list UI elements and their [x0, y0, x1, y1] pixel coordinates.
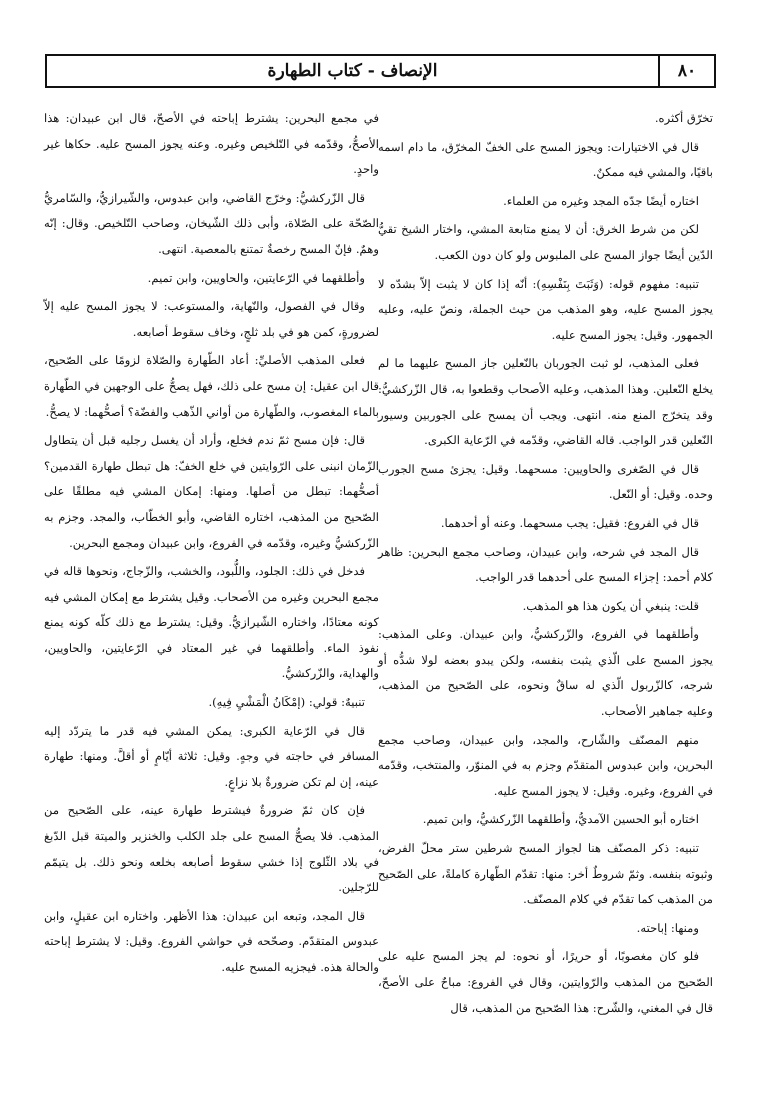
paragraph: قال في الفروع: فقيل: يجب مسحهما. وعنه أو أحدهما.	[440, 515, 699, 530]
paragraph: في مجمع البحرين: يشترط إباحته في الأصحّ، قال ابن عبيدان: هذا الأصحُّ، وقدّمه في التّلخيص وغيره. وعنه يجوز المسح عليه. حكاها غير واحدٍ.	[44, 111, 379, 177]
paragraph: لكن من شرط الخرق: أن لا يمنع متابعة المشي، واختار الشيخ تقيُّ الدّين أيضًا جواز المسح على الملبوس ولو كان دون الكعب.	[378, 222, 713, 262]
paragraph: تنبيهٌ: قولي: (إمْكَانُ الْمَشْيِ فِيهِ).	[208, 695, 365, 710]
paragraph: اختاره أبو الحسين الآمديُّ، وأطلقهما الزّركشيُّ، وابن تميم.	[422, 812, 699, 827]
paragraph: تخرّق أكثره.	[654, 111, 713, 125]
paragraph: قال: فإن مسح ثمّ ندم فخلع، وأراد أن يغسل رجليه قبل أن يتطاول الزّمان انبنى على الرّوايتين في خلع الخفّ: هل تبطل طهارة القدمين؟ أصحُّهما: تبطل من أصلها. ومنها: إمكان المشي فيه مطلقًا على الصّحيح من المذهب، اختاره القاضي، وأبو الخطّاب، والمجد. وجزم به الزّركشيُّ وغيره، وقدّمه في الفروع، وابن عبيدان ومجمع البحرين.	[44, 433, 379, 550]
page-header	[45, 54, 716, 88]
right-column	[378, 106, 713, 1024]
paragraph: قلت: ينبغي أن يكون هذا هو المذهب.	[522, 598, 699, 613]
paragraph: تنبيه: مفهوم قوله: (وَثَبَتَ بِنَفْسِهِ): أنّه إذا كان لا يثبت إلاّ بشدّه لا يجوز المسح عليه، وهو المذهب من حيث الجملة، ونصّ عليه، وعليه الجمهور. وقيل: يجوز المسح عليه.	[378, 276, 713, 342]
paragraph: ومنها: إباحته.	[636, 920, 699, 935]
paragraph: قال الزّركشيُّ: وخرّج القاضي، وابن عبدوس، والشّيرازيُّ، والسّامريُّ الصّحّة على الصّلاة، وأبى ذلك الشّيخان، وصاحب التّلخيص. وقال: إنّه وهمٌ. فإنّ المسح رخصةٌ تمتنع بالمعصية. انتهى.	[44, 190, 379, 256]
page-number: ٨٠	[658, 56, 714, 86]
paragraph: منهم المصنّف والشّارح، والمجد، وابن عبيدان، وصاحب مجمع البحرين، وابن عبدوس المتقدّم وجزم به في المنوّر، والمنتخب، وقدّمه في الفروع، وغيره. وقيل: لا يجوز المسح عليه.	[378, 732, 713, 798]
paragraph: فعلى المذهب الأصليِّ: أعاد الطّهارة والصّلاة لزومًا على الصّحيح، قال ابن عقيل: إن مسح على ذلك، فهل يصحُّ على الوجهين في الطّهارة بالماء المغصوب، والطّهارة من أواني الذّهب والفضّة؟ أصحُّهما: لا يصحُّ.	[44, 353, 379, 419]
paragraph: فدخل في ذلك: الجلود، واللُّبود، والخشب، والزّجاج، ونحوها قاله في مجمع البحرين وغيره من الأصحاب. وقيل يشترط مع إمكان المشي فيه كونه معتادًا، واختاره الشّيرازيُّ. وقيل: يشترط مع ذلك كلّه كونه يمنع نفوذ الماء. وأطلقهما في غير المعتاد في الرّعايتين، والحاويين، والهداية، والزّركشيُّ.	[44, 564, 379, 681]
paragraph: قال في الاختيارات: ويجوز المسح على الخفّ المخرّق، ما دام اسمه باقيًا، والمشي فيه ممكنٌ.	[378, 139, 713, 180]
paragraph: وقال في الفصول، والنّهاية، والمستوعب: لا يجوز المسح عليه إلاّ لضرورةٍ، كمن هو في بلد ثلجٍ، وخاف سقوط أصابعه.	[44, 299, 379, 339]
paragraph: تنبيه: ذكر المصنّف هنا لجواز المسح شرطين ستر محلّ الفرض، وثبوته بنفسه. وثمّ شروطٌ أخر: منها: تقدّم الطّهارة كاملةً، على الصّحيح من المذهب كما تقدّم في كلام المصنّف.	[378, 841, 713, 907]
paragraph: قال في الصّغرى والحاويين: مسحهما. وقيل: يجزئ مسح الجورب وحده. وقيل: أو النّعل.	[378, 461, 713, 502]
paragraph: قال في الرّعاية الكبرى: يمكن المشي فيه قدر ما يتردّد إليه المسافر في حاجته في وجهٍ. وقيل: ثلاثة أيّامٍ أو أقلَّ. ومنها: طهارة عينه، إن لم تكن ضرورةٌ بلا نزاعٍ.	[44, 723, 379, 789]
paragraph: اختاره أيضًا جدّه المجد وغيره من العلماء.	[503, 193, 699, 208]
left-column	[44, 106, 379, 984]
paragraph: فإن كان ثمّ ضرورةٌ فيشترط طهارة عينه، على الصّحيح من المذهب. فلا يصحُّ المسح على جلد الكلب والخنزير والميتة قبل الدّبغ في بلاد الثّلوج إذا خشي سقوط أصابعه بخلعه ونحو ذلك. بل يتيمّم للرّجلين.	[44, 803, 379, 895]
paragraph: وأطلقهما في الرّعايتين، والحاويين، وابن تميم.	[147, 270, 365, 285]
paragraph: قال المجد، وتبعه ابن عبيدان: هذا الأظهر. واختاره ابن عقيلٍ، وابن عبدوس المتقدّم. وصحّحه في حواشي الفروع. وقيل: لا يشترط إباحته والحالة هذه. فيجزيه المسح عليه.	[44, 908, 379, 974]
paragraph: فلو كان مغصوبًا، أو حريرًا، أو نحوه: لم يجز المسح عليه على الصّحيح من المذهب والرّوايتين، وقال في الفروع: مباحٌ على الأصحّ، قال في المغني، والشّرح: هذا الصّحيح من المذهب، قال	[378, 949, 713, 1015]
running-title: الإنصاف - كتاب الطهارة	[267, 61, 438, 81]
paragraph: وأطلقهما في الفروع، والزّركشيُّ، وابن عبيدان. وعلى المذهب: يجوز المسح على الّذي يثبت بنفسه، ولكن يبدو بعضه لولا شدُّه أو شرجه، كالزّربول الّذي له ساقٌ ونحوه، على الصّحيح من المذهب، وعليه جماهير الأصحاب.	[378, 627, 713, 719]
paragraph: قال المجد في شرحه، وابن عبيدان، وصاحب مجمع البحرين: ظاهر كلام أحمد: إجزاء المسح على أحدهما قدر الواجب.	[378, 544, 713, 585]
paragraph: فعلى المذهب، لو ثبت الجوربان بالنّعلين جاز المسح عليهما ما لم يخلع النّعلين. وهذا المذهب، وعليه الأصحاب وقطعوا به، قال الزّركشيُّ: وقد يتخرّج المنع منه. انتهى. ويجب أن يمسح على الجوربين وسيور النّعلين قدر الواجب. قاله القاضي، وقدّمه في الرّعاية الكبرى.	[378, 356, 713, 448]
